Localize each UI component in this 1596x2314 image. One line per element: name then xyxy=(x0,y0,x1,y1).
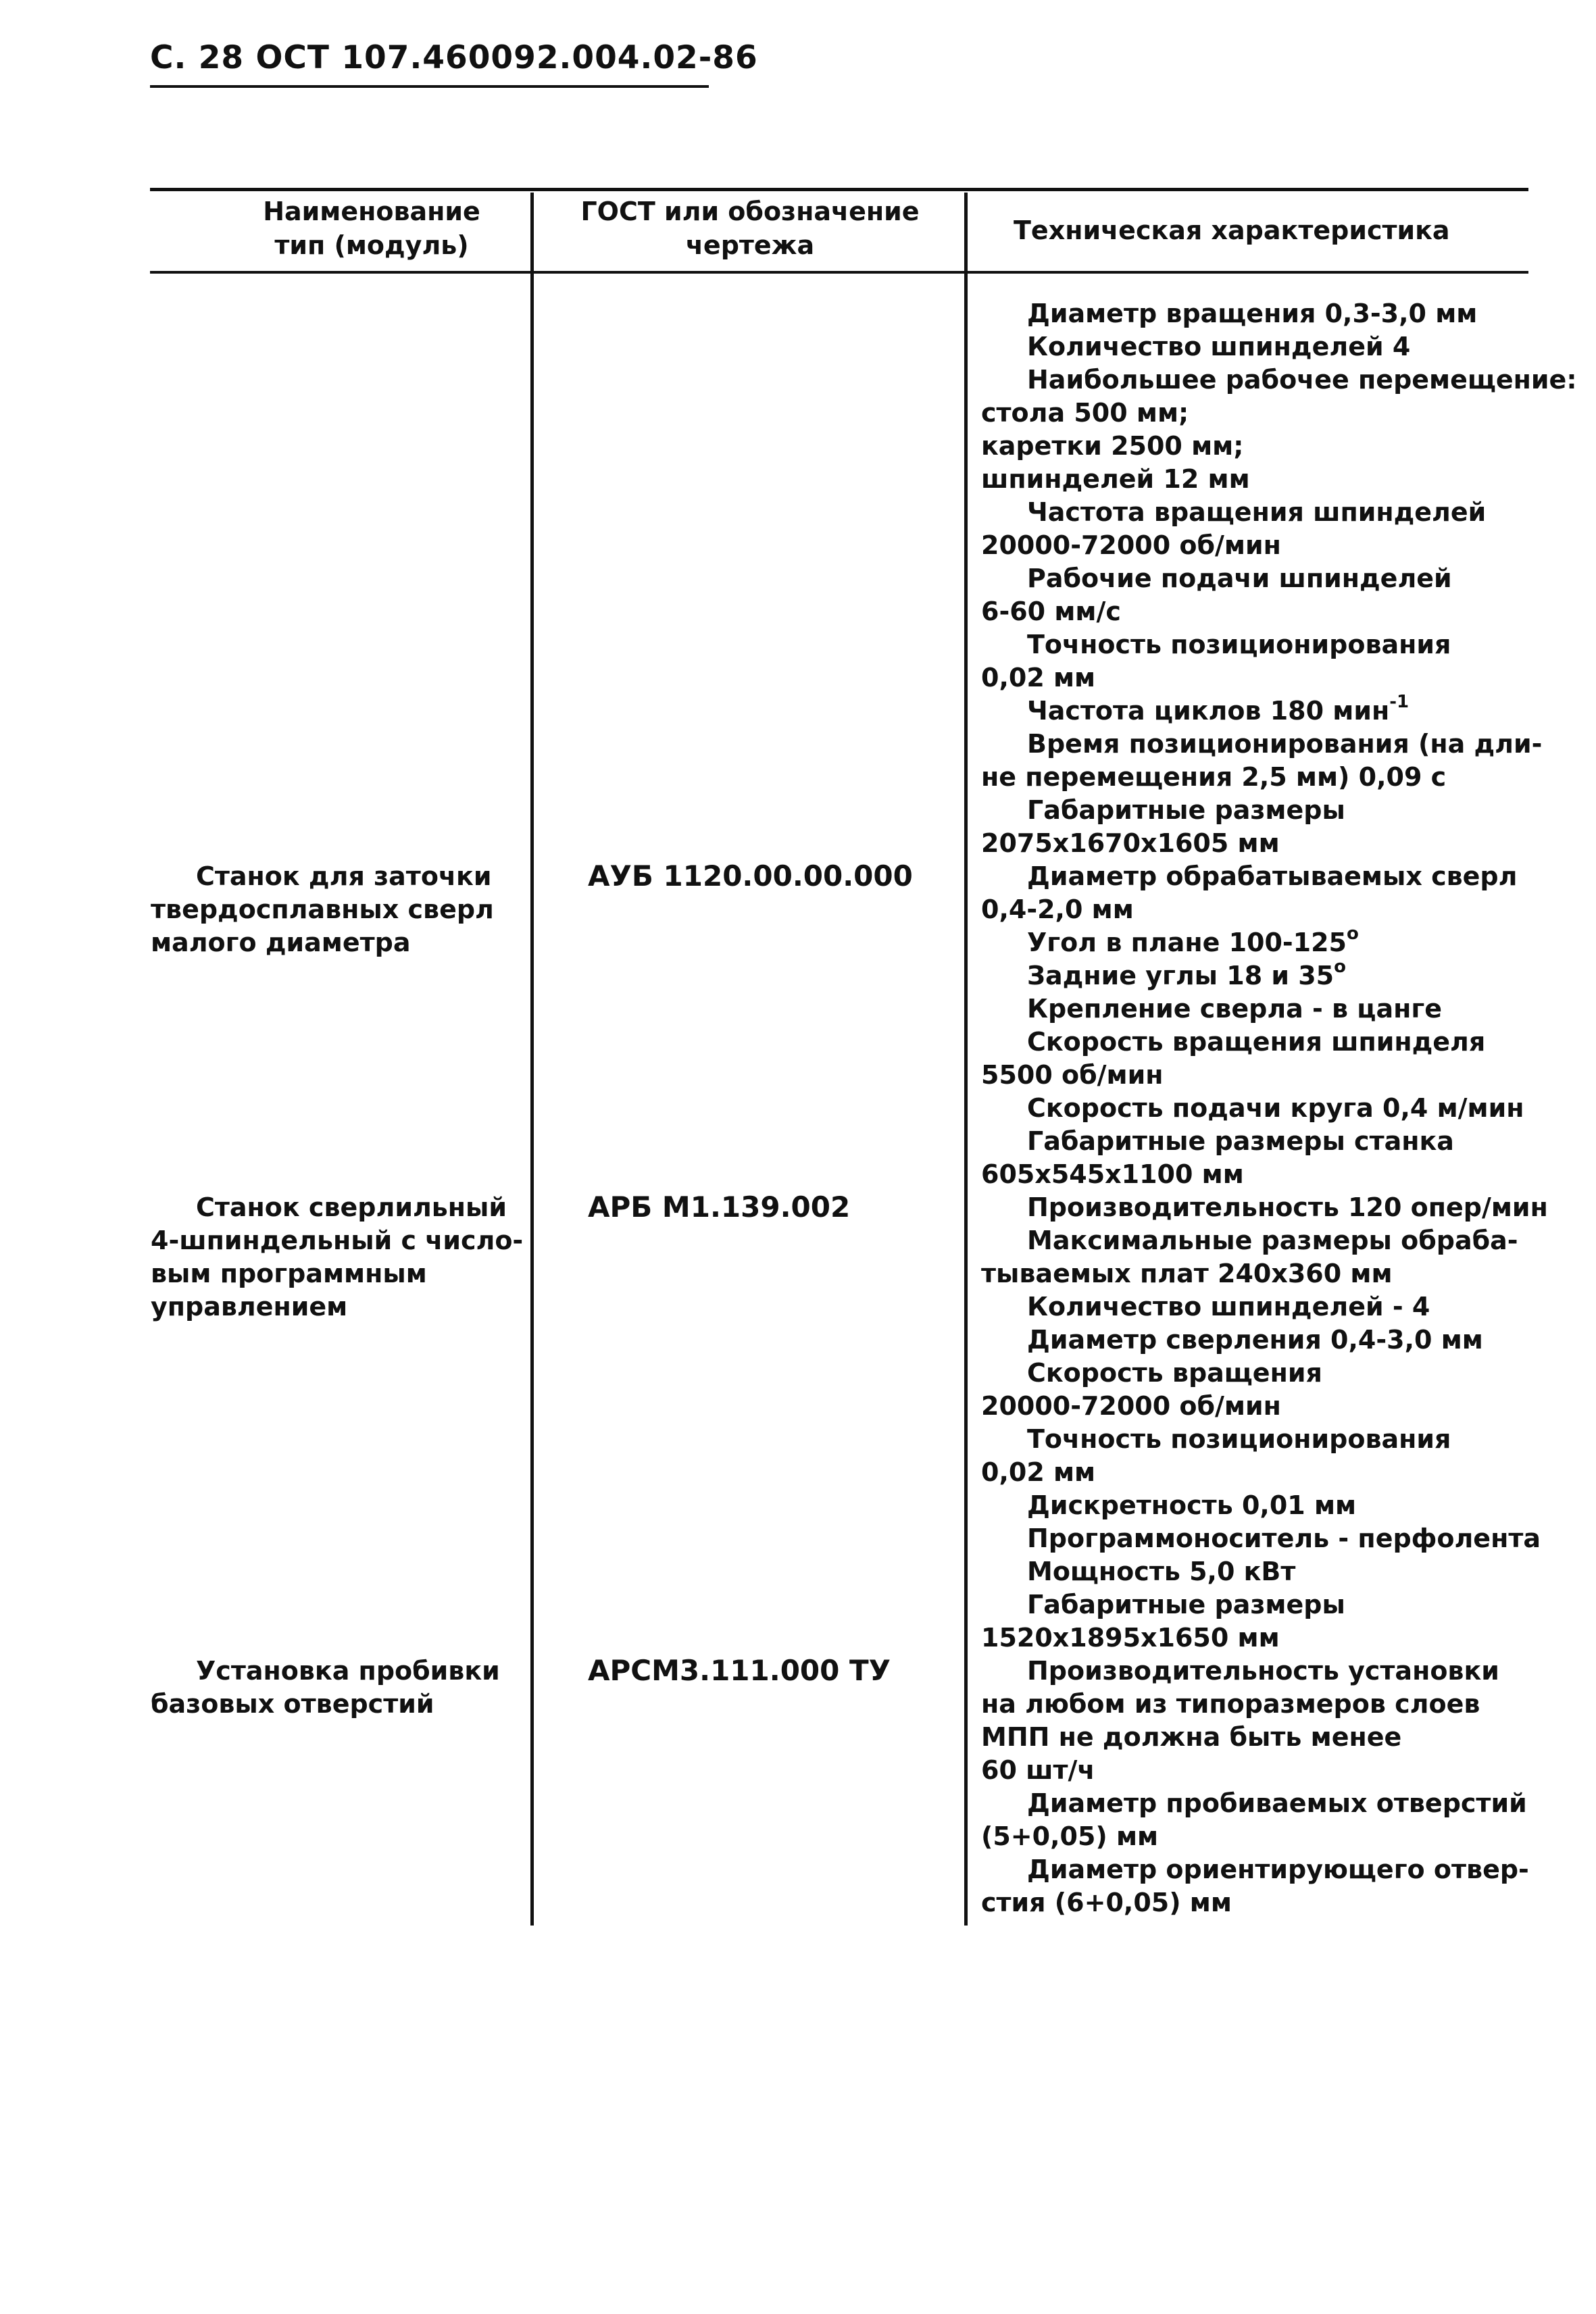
table-top-rule xyxy=(150,188,1528,191)
spec-line: Количество шпинделей 4 xyxy=(1027,332,1411,361)
spec-line: 0,4-2,0 мм xyxy=(981,895,1134,924)
row-name-line: Станок сверлильный xyxy=(196,1192,507,1222)
spec-line: Дискретность 0,01 мм xyxy=(1027,1490,1357,1520)
spec-line: 2075x1670x1605 мм xyxy=(981,828,1280,858)
spec-line: Точность позиционирования xyxy=(1027,630,1451,659)
spec-line: Диаметр пробиваемых отверстий xyxy=(1027,1788,1527,1818)
header-spec-line: Техническая характеристика xyxy=(1014,216,1450,245)
spec-line: Рабочие подачи шпинделей xyxy=(1027,563,1452,593)
spec-line: 20000-72000 об/мин xyxy=(981,1391,1281,1421)
spec-line: Диаметр ориентирующего отвер- xyxy=(1027,1855,1529,1884)
spec-line: каретки 2500 мм; xyxy=(981,431,1244,461)
spec-line: Габаритные размеры xyxy=(1027,795,1345,825)
spec-line: Производительность установки xyxy=(1027,1656,1499,1686)
spec-line: 6-60 мм/с xyxy=(981,597,1121,626)
spec-line: Диаметр сверления 0,4-3,0 мм xyxy=(1027,1325,1483,1355)
spec-line: тываемых плат 240x360 мм xyxy=(981,1259,1393,1288)
spec-line: Точность позиционирования xyxy=(1027,1424,1451,1454)
spec-line: Мощность 5,0 кВт xyxy=(1027,1557,1296,1586)
spec-line: Производительность 120 опер/мин xyxy=(1027,1192,1548,1222)
spec-line: 20000-72000 об/мин xyxy=(981,530,1281,560)
spec-line: Количество шпинделей - 4 xyxy=(1027,1292,1430,1322)
spec-line: Габаритные размеры xyxy=(1027,1590,1345,1619)
spec-line: (5+0,05) мм xyxy=(981,1821,1159,1851)
spec-line: МПП не должна быть менее xyxy=(981,1722,1402,1752)
header-name-line: тип (модуль) xyxy=(274,230,469,260)
row-name-line: базовых отверстий xyxy=(151,1689,434,1719)
row-name-line: малого диаметра xyxy=(151,928,411,957)
spec-line: шпинделей 12 мм xyxy=(981,464,1250,494)
table-header-rule xyxy=(150,271,1528,274)
spec-line: Диаметр вращения 0,3-3,0 мм xyxy=(1027,299,1478,328)
spec-line-text: Угол в плане 100-125 xyxy=(1027,928,1347,957)
header-gost xyxy=(541,195,959,262)
page-title: С. 28 ОСТ 107.460092.004.02-86 xyxy=(150,39,758,76)
spec-line: стия (6+0,05) мм xyxy=(981,1888,1232,1917)
spec-line: Время позиционирования (на дли- xyxy=(1027,729,1543,759)
degree-superscript: o xyxy=(1347,924,1359,944)
spec-line: 605x545x1100 мм xyxy=(981,1159,1244,1189)
spec-line: Габаритные размеры станка xyxy=(1027,1126,1454,1156)
spec-line-cycle xyxy=(1027,692,1410,727)
spec-line-text: Частота циклов 180 мин xyxy=(1027,696,1390,726)
row-name-line: Станок для заточки xyxy=(196,861,492,891)
header-gost-line: ГОСТ или обозначение xyxy=(580,197,920,226)
spec-line: стола 500 мм; xyxy=(981,398,1189,428)
spec-line: не перемещения 2,5 мм) 0,09 с xyxy=(981,762,1447,792)
row-code: АРБ М1.139.002 xyxy=(588,1190,851,1224)
spec-line: 0,02 мм xyxy=(981,663,1096,693)
spec-line: Наибольшее рабочее перемещение: xyxy=(1027,365,1577,395)
row-name-line: твердосплавных сверл xyxy=(151,895,494,924)
row-name-line: Установка пробивки xyxy=(196,1656,500,1686)
spec-line-angle xyxy=(1027,926,1359,959)
spec-line: 0,02 мм xyxy=(981,1457,1096,1487)
spec-line: 5500 об/мин xyxy=(981,1060,1164,1090)
spec-line: Скорость вращения шпинделя xyxy=(1027,1027,1486,1057)
row-name-line: 4-шпиндельный с число- xyxy=(151,1226,524,1255)
spec-line: Крепление сверла - в цанге xyxy=(1027,994,1442,1024)
spec-line: Скорость вращения xyxy=(1027,1358,1322,1388)
header-underline xyxy=(150,85,709,88)
spec-line: на любом из типоразмеров слоев xyxy=(981,1689,1480,1719)
header-spec xyxy=(1014,213,1527,247)
spec-line: Частота вращения шпинделей xyxy=(1027,497,1487,527)
spec-line: 60 шт/ч xyxy=(981,1755,1095,1785)
spec-line: Программоноситель - перфолента xyxy=(1027,1524,1541,1553)
superscript: -1 xyxy=(1389,692,1410,712)
row-code: АРСМ3.111.000 ТУ xyxy=(588,1654,891,1687)
spec-line: 1520x1895x1650 мм xyxy=(981,1623,1280,1653)
column-divider-1 xyxy=(530,193,534,1926)
row-code: АУБ 1120.00.00.000 xyxy=(588,859,913,892)
header-name-line: Наименование xyxy=(263,197,480,226)
spec-line-text: Задние углы 18 и 35 xyxy=(1027,961,1335,990)
spec-line: Максимальные размеры обраба- xyxy=(1027,1226,1518,1255)
spec-line: Диаметр обрабатываемых сверл xyxy=(1027,861,1518,891)
header-name xyxy=(223,195,520,262)
spec-line: Скорость подачи круга 0,4 м/мин xyxy=(1027,1093,1524,1123)
spec-line-angle xyxy=(1027,959,1346,992)
column-divider-2 xyxy=(964,193,968,1926)
header-gost-line: чертежа xyxy=(685,230,815,260)
row-name-line: управлением xyxy=(151,1292,348,1322)
row-name-line: вым программным xyxy=(151,1259,427,1288)
degree-superscript: o xyxy=(1334,957,1346,977)
